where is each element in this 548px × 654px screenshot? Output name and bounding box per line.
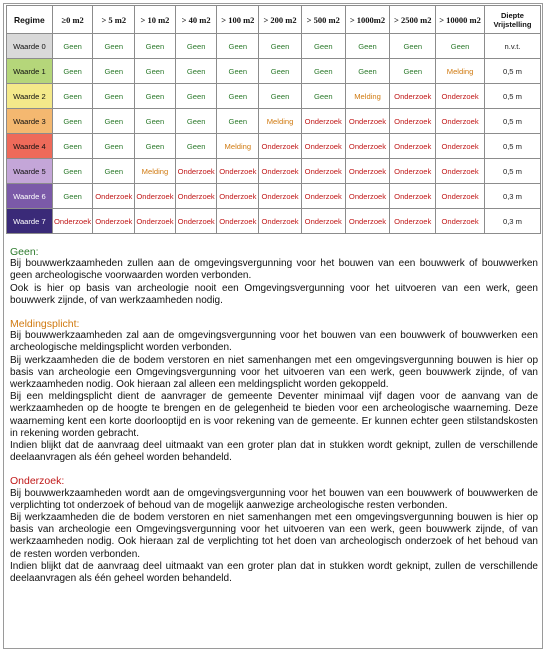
table-cell: Onderzoek (259, 134, 302, 159)
paragraph: Indien blijkt dat de aanvraag deel uitmaakt van een groter plan dat in stukken wordt geknipt, zullen de verschillende deelaanvragen als één geheel worden behandeld. (10, 560, 538, 585)
table-cell: Onderzoek (436, 184, 485, 209)
table-row (7, 159, 541, 184)
paragraph: Bij bouwwerkzaamheden zal aan de omgevingsvergunning voor het bouwen van een bouwwerk of bouwwerken een archeologische meldingsplicht worden verbonden. (10, 330, 538, 354)
table-cell: Onderzoek (259, 184, 302, 209)
table-row (7, 109, 541, 134)
regime-label: Waarde 7 (7, 209, 53, 234)
regime-label: Waarde 4 (7, 134, 53, 159)
header-size: > 10 m2 (135, 6, 176, 34)
table-cell: Geen (301, 59, 345, 84)
table-cell: Onderzoek (301, 109, 345, 134)
table-cell: Geen (135, 84, 176, 109)
table-cell: Onderzoek (390, 209, 436, 234)
table-cell: Melding (259, 109, 302, 134)
table-cell: Geen (345, 59, 390, 84)
depth-value: 0,5 m (484, 84, 540, 109)
table-cell: Geen (345, 34, 390, 59)
table-cell: Geen (52, 184, 93, 209)
table-cell: Geen (135, 109, 176, 134)
table-cell: Geen (52, 34, 93, 59)
header-depth: Diepte Vrijstelling (484, 6, 540, 34)
table-cell: Onderzoek (345, 109, 390, 134)
table-cell: Geen (135, 34, 176, 59)
table-cell: Onderzoek (301, 184, 345, 209)
table-cell: Geen (217, 34, 259, 59)
table-cell: Geen (301, 84, 345, 109)
header-size: ≥0 m2 (52, 6, 93, 34)
regime-label: Waarde 5 (7, 159, 53, 184)
table-cell: Geen (301, 34, 345, 59)
table-cell: Geen (135, 59, 176, 84)
depth-value: n.v.t. (484, 34, 540, 59)
table-cell: Onderzoek (93, 184, 135, 209)
table-cell: Geen (259, 84, 302, 109)
paragraph: Bij werkzaamheden die de bodem verstoren en niet samenhangen met een omgevingsvergunning bouwen is hier op basis van archeologie een Omgevingsvergunning voor het uitvoeren van een werk, geen bouwwerk zijnde, of van werkzaamheden nodig. Ook hieraan zal alleen een meldingsplicht worden gekoppeld. (10, 354, 538, 391)
table-row (7, 59, 541, 84)
table-cell: Geen (175, 109, 217, 134)
depth-value: 0,5 m (484, 59, 540, 84)
table-cell: Onderzoek (345, 159, 390, 184)
regime-label: Waarde 1 (7, 59, 53, 84)
paragraph: Bij werkzaamheden die de bodem verstoren en niet samenhangen met een omgevingsvergunning bouwen is hier op basis van archeologie een Omgevingsvergunning voor het uitvoeren van een werk, geen bouwwerk zijnde, of van werkzaamheden nodig. Ook hieraan zal de verplichting tot het doen van archeologisch onderzoek of het behoud van de resten worden verbonden. (10, 512, 538, 560)
table-cell: Geen (93, 159, 135, 184)
depth-value: 0,3 m (484, 209, 540, 234)
table-cell: Geen (217, 59, 259, 84)
table-cell: Onderzoek (390, 184, 436, 209)
table-cell: Geen (259, 34, 302, 59)
table-row (7, 134, 541, 159)
header-size: > 2500 m2 (390, 6, 436, 34)
table-cell: Onderzoek (217, 184, 259, 209)
table-cell: Onderzoek (345, 209, 390, 234)
table-cell: Onderzoek (301, 159, 345, 184)
header-regime: Regime (7, 6, 53, 34)
regime-label: Waarde 3 (7, 109, 53, 134)
table-cell: Geen (93, 109, 135, 134)
header-size: > 500 m2 (301, 6, 345, 34)
table-cell: Onderzoek (436, 84, 485, 109)
table-cell: Melding (436, 59, 485, 84)
table-row (7, 184, 541, 209)
table-cell: Onderzoek (259, 159, 302, 184)
table-cell: Onderzoek (301, 209, 345, 234)
table-cell: Geen (390, 34, 436, 59)
table-cell: Onderzoek (135, 184, 176, 209)
table-cell: Onderzoek (135, 209, 176, 234)
section-heading-onderzoek: Onderzoek: (10, 475, 65, 488)
section-heading-geen: Geen: (10, 246, 39, 258)
table-cell: Geen (93, 84, 135, 109)
depth-value: 0,3 m (484, 184, 540, 209)
table-cell: Onderzoek (301, 134, 345, 159)
table-cell: Onderzoek (436, 134, 485, 159)
table-cell: Geen (93, 59, 135, 84)
table-cell: Onderzoek (175, 159, 217, 184)
table-cell: Geen (217, 109, 259, 134)
table-cell: Melding (345, 84, 390, 109)
table-cell: Geen (175, 34, 217, 59)
table-cell: Onderzoek (436, 209, 485, 234)
table-cell: Onderzoek (345, 184, 390, 209)
paragraph: Ook is hier op basis van archeologie nooit een Omgevingsvergunning voor het uitvoeren van een werk, geen bouwwerk zijnde, of van werkzaamheden nodig. (10, 282, 538, 306)
explanation-text (10, 246, 538, 585)
header-size: > 40 m2 (175, 6, 217, 34)
table-cell: Onderzoek (259, 209, 302, 234)
table-cell: Onderzoek (52, 209, 93, 234)
table-cell: Geen (436, 34, 485, 59)
table-cell: Onderzoek (175, 184, 217, 209)
table-cell: Onderzoek (345, 134, 390, 159)
header-size: > 10000 m2 (436, 6, 485, 34)
header-size: > 5 m2 (93, 6, 135, 34)
table-cell: Geen (52, 159, 93, 184)
regime-label: Waarde 0 (7, 34, 53, 59)
depth-value: 0,5 m (484, 109, 540, 134)
table-header-row (7, 6, 541, 34)
depth-value: 0,5 m (484, 134, 540, 159)
table-cell: Geen (217, 84, 259, 109)
table-cell: Geen (52, 109, 93, 134)
table-row (7, 84, 541, 109)
table-cell: Geen (175, 59, 217, 84)
table-row (7, 209, 541, 234)
table-cell: Geen (93, 34, 135, 59)
table-cell: Melding (217, 134, 259, 159)
table-cell: Onderzoek (217, 159, 259, 184)
table-body (7, 34, 541, 234)
table-cell: Onderzoek (217, 209, 259, 234)
table-cell: Melding (135, 159, 176, 184)
header-size: > 1000m2 (345, 6, 390, 34)
table-cell: Onderzoek (436, 159, 485, 184)
paragraph: Indien blijkt dat de aanvraag deel uitmaakt van een groter plan dat in stukken wordt geknipt, zullen de verschillende deelaanvragen als één geheel worden behandeld. (10, 440, 538, 464)
paragraph: Bij bouwwerkzaamheden zullen aan de omgevingsvergunning voor het bouwen van een bouwwerk of bouwwerken geen archeologische voorwaarden worden verbonden. (10, 258, 538, 282)
header-size: > 200 m2 (259, 6, 302, 34)
paragraph: Bij een meldingsplicht dient de aanvrager de gemeente Deventer minimaal vijf dagen voor de aanvang van de werkzaamheden op de hoogte te brengen en de gelegenheid te bieden voor een archeologische waarneming. Deze waarneming kent een korte doorlooptijd en is voor rekening van de gemeente. Er kunnen echter geen stilstandskosten in rekening worden gebracht. (10, 391, 538, 439)
table-cell: Geen (52, 134, 93, 159)
table-cell: Geen (52, 84, 93, 109)
table-cell: Geen (175, 84, 217, 109)
table-cell: Onderzoek (93, 209, 135, 234)
depth-value: 0,5 m (484, 159, 540, 184)
regime-label: Waarde 6 (7, 184, 53, 209)
table-cell: Onderzoek (390, 159, 436, 184)
section-heading-melding: Meldingsplicht: (10, 318, 80, 331)
table-cell: Geen (93, 134, 135, 159)
table-cell: Geen (175, 134, 217, 159)
regime-label: Waarde 2 (7, 84, 53, 109)
table-cell: Geen (259, 59, 302, 84)
table-cell: Onderzoek (436, 109, 485, 134)
table-cell: Onderzoek (390, 109, 436, 134)
paragraph: Bij bouwwerkzaamheden wordt aan de omgevingsvergunning voor het bouwen van een bouwwerk of bouwwerken de verplichting tot onderzoek of behoud van de mogelijk aanwezige archeologische resten verbonden. (10, 487, 538, 511)
header-size: > 100 m2 (217, 6, 259, 34)
table-cell: Onderzoek (175, 209, 217, 234)
table-cell: Geen (135, 134, 176, 159)
table-cell: Geen (390, 59, 436, 84)
table-cell: Onderzoek (390, 84, 436, 109)
table-cell: Onderzoek (390, 134, 436, 159)
table-cell: Geen (52, 59, 93, 84)
table-row (7, 34, 541, 59)
regime-table (6, 5, 541, 234)
